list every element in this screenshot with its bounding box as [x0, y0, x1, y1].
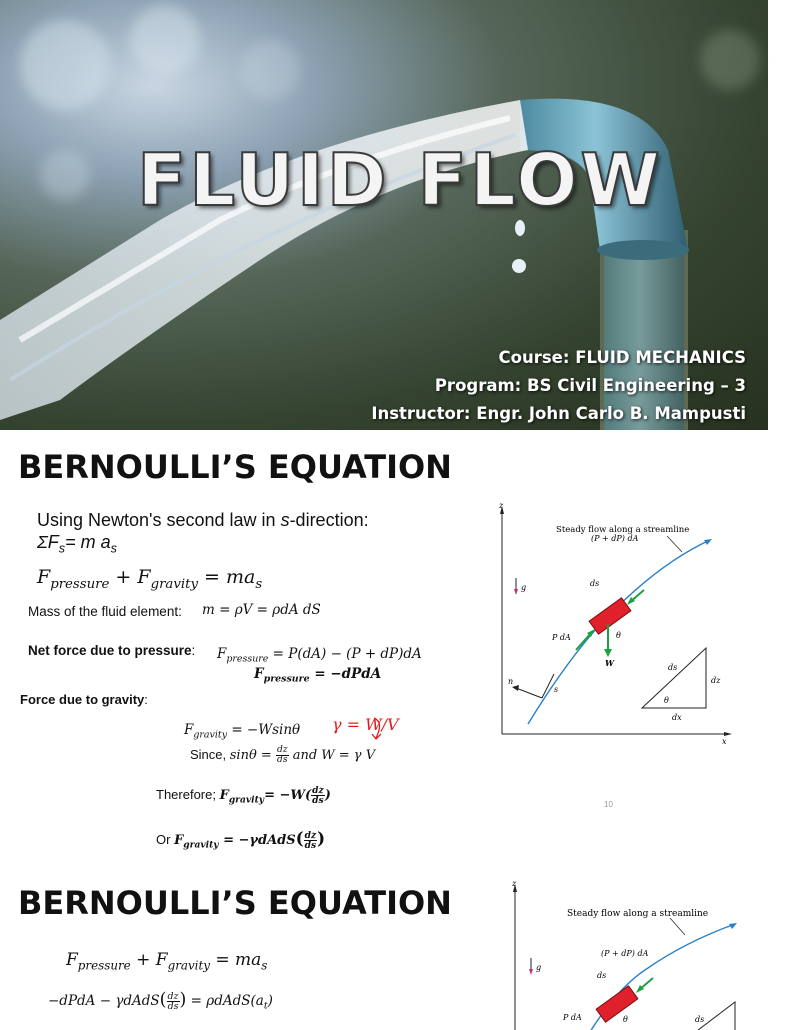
svg-text:ds: ds — [668, 663, 678, 672]
svg-text:P dA: P dA — [552, 633, 571, 642]
bernoulli-slide-1 — [0, 430, 768, 862]
svg-text:ds: ds — [597, 971, 607, 980]
pressure-equation-1: $F_{pressure} = P(dA) - (P + dP)dA$ — [217, 646, 422, 665]
mass-label: Mass of the fluid element: — [28, 604, 182, 619]
svg-text:g: g — [521, 583, 527, 592]
svg-text:ds: ds — [695, 1015, 705, 1024]
handwritten-gamma-note — [330, 708, 399, 744]
svg-text:Steady flow along a streamline: Steady flow along a streamline — [567, 909, 709, 919]
therefore-line: Therefore; $F_{gravity}= -W$( $\frac{dz}{ds}$ ) — [156, 785, 331, 807]
svg-text:z: z — [499, 501, 504, 510]
expanded-equation: −dPdA − γdAdS( $\frac{dz}{ds}$ ) = $\rho dAdS(a_t)$ — [48, 990, 273, 1012]
streamline-diagram — [492, 502, 740, 744]
cover-info — [371, 344, 746, 428]
net-force-label: Net force due to pressure: — [28, 643, 196, 658]
slide-heading-2: BERNOULLI’S EQUATION — [18, 884, 452, 922]
svg-text:ds: ds — [590, 579, 600, 588]
intro-text: Using Newton's second law in s-direction: — [37, 510, 369, 530]
svg-text:P dA: P dA — [563, 1013, 582, 1022]
svg-text:dx: dx — [672, 713, 682, 722]
instructor-line: Instructor: Engr. John Carlo B. Mampusti — [371, 404, 746, 423]
sum-forces-line: $\Sigma F_s= m$ $a_s$ — [37, 532, 117, 556]
svg-text:W: W — [605, 658, 614, 668]
program-line: Program: BS Civil Engineering – 3 — [434, 376, 746, 395]
pressure-equation-2: $F_{pressure}$ = −dPdA — [254, 666, 382, 685]
svg-text:θ: θ — [623, 1015, 628, 1024]
svg-text:Steady flow along a streamline: Steady flow along a streamline — [556, 525, 690, 535]
force-balance-equation: $F_{pressure} + F_{gravity} = ma_s$ — [37, 566, 263, 592]
gravity-label: Force due to gravity: — [20, 692, 148, 707]
course-line: Course: FLUID MECHANICS — [498, 348, 746, 367]
svg-text:(P + dP) dA: (P + dP) dA — [601, 949, 649, 958]
slide-heading: BERNOULLI’S EQUATION — [18, 448, 452, 486]
streamline-diagram-2 — [505, 880, 765, 1030]
svg-text:θ: θ — [664, 696, 669, 705]
svg-text:x: x — [722, 737, 727, 746]
or-line: Or $F_{gravity}$ = −γdAdS( $\frac{dz}{ds}$ ) — [156, 828, 326, 851]
cover-slide — [0, 0, 768, 430]
page-number: 10 — [604, 800, 613, 809]
handwritten-text: γ = W/V — [332, 715, 399, 734]
cover-title: FLUID FLOW — [137, 138, 663, 222]
svg-text:z: z — [512, 879, 517, 888]
bernoulli-slide-2 — [0, 862, 768, 1024]
gravity-equation: $F_{gravity} = -Wsin\theta$ — [184, 722, 301, 741]
svg-text:dz: dz — [711, 676, 721, 685]
svg-text:n: n — [508, 677, 514, 686]
mass-equation: m = ρV = ρdA dS — [202, 602, 321, 618]
since-line: Since, sinθ = $\frac{dz}{ds}$ and W = γ V — [190, 745, 376, 766]
fluid-element — [589, 598, 631, 634]
svg-text:θ: θ — [616, 631, 621, 640]
svg-text:g: g — [536, 963, 542, 972]
svg-text:(P + dP) dA: (P + dP) dA — [591, 534, 639, 543]
force-balance-equation-2: $F_{pressure} + F_{gravity} = ma_s$ — [66, 950, 268, 973]
svg-text:s: s — [554, 685, 559, 694]
slope-triangle — [642, 648, 706, 708]
